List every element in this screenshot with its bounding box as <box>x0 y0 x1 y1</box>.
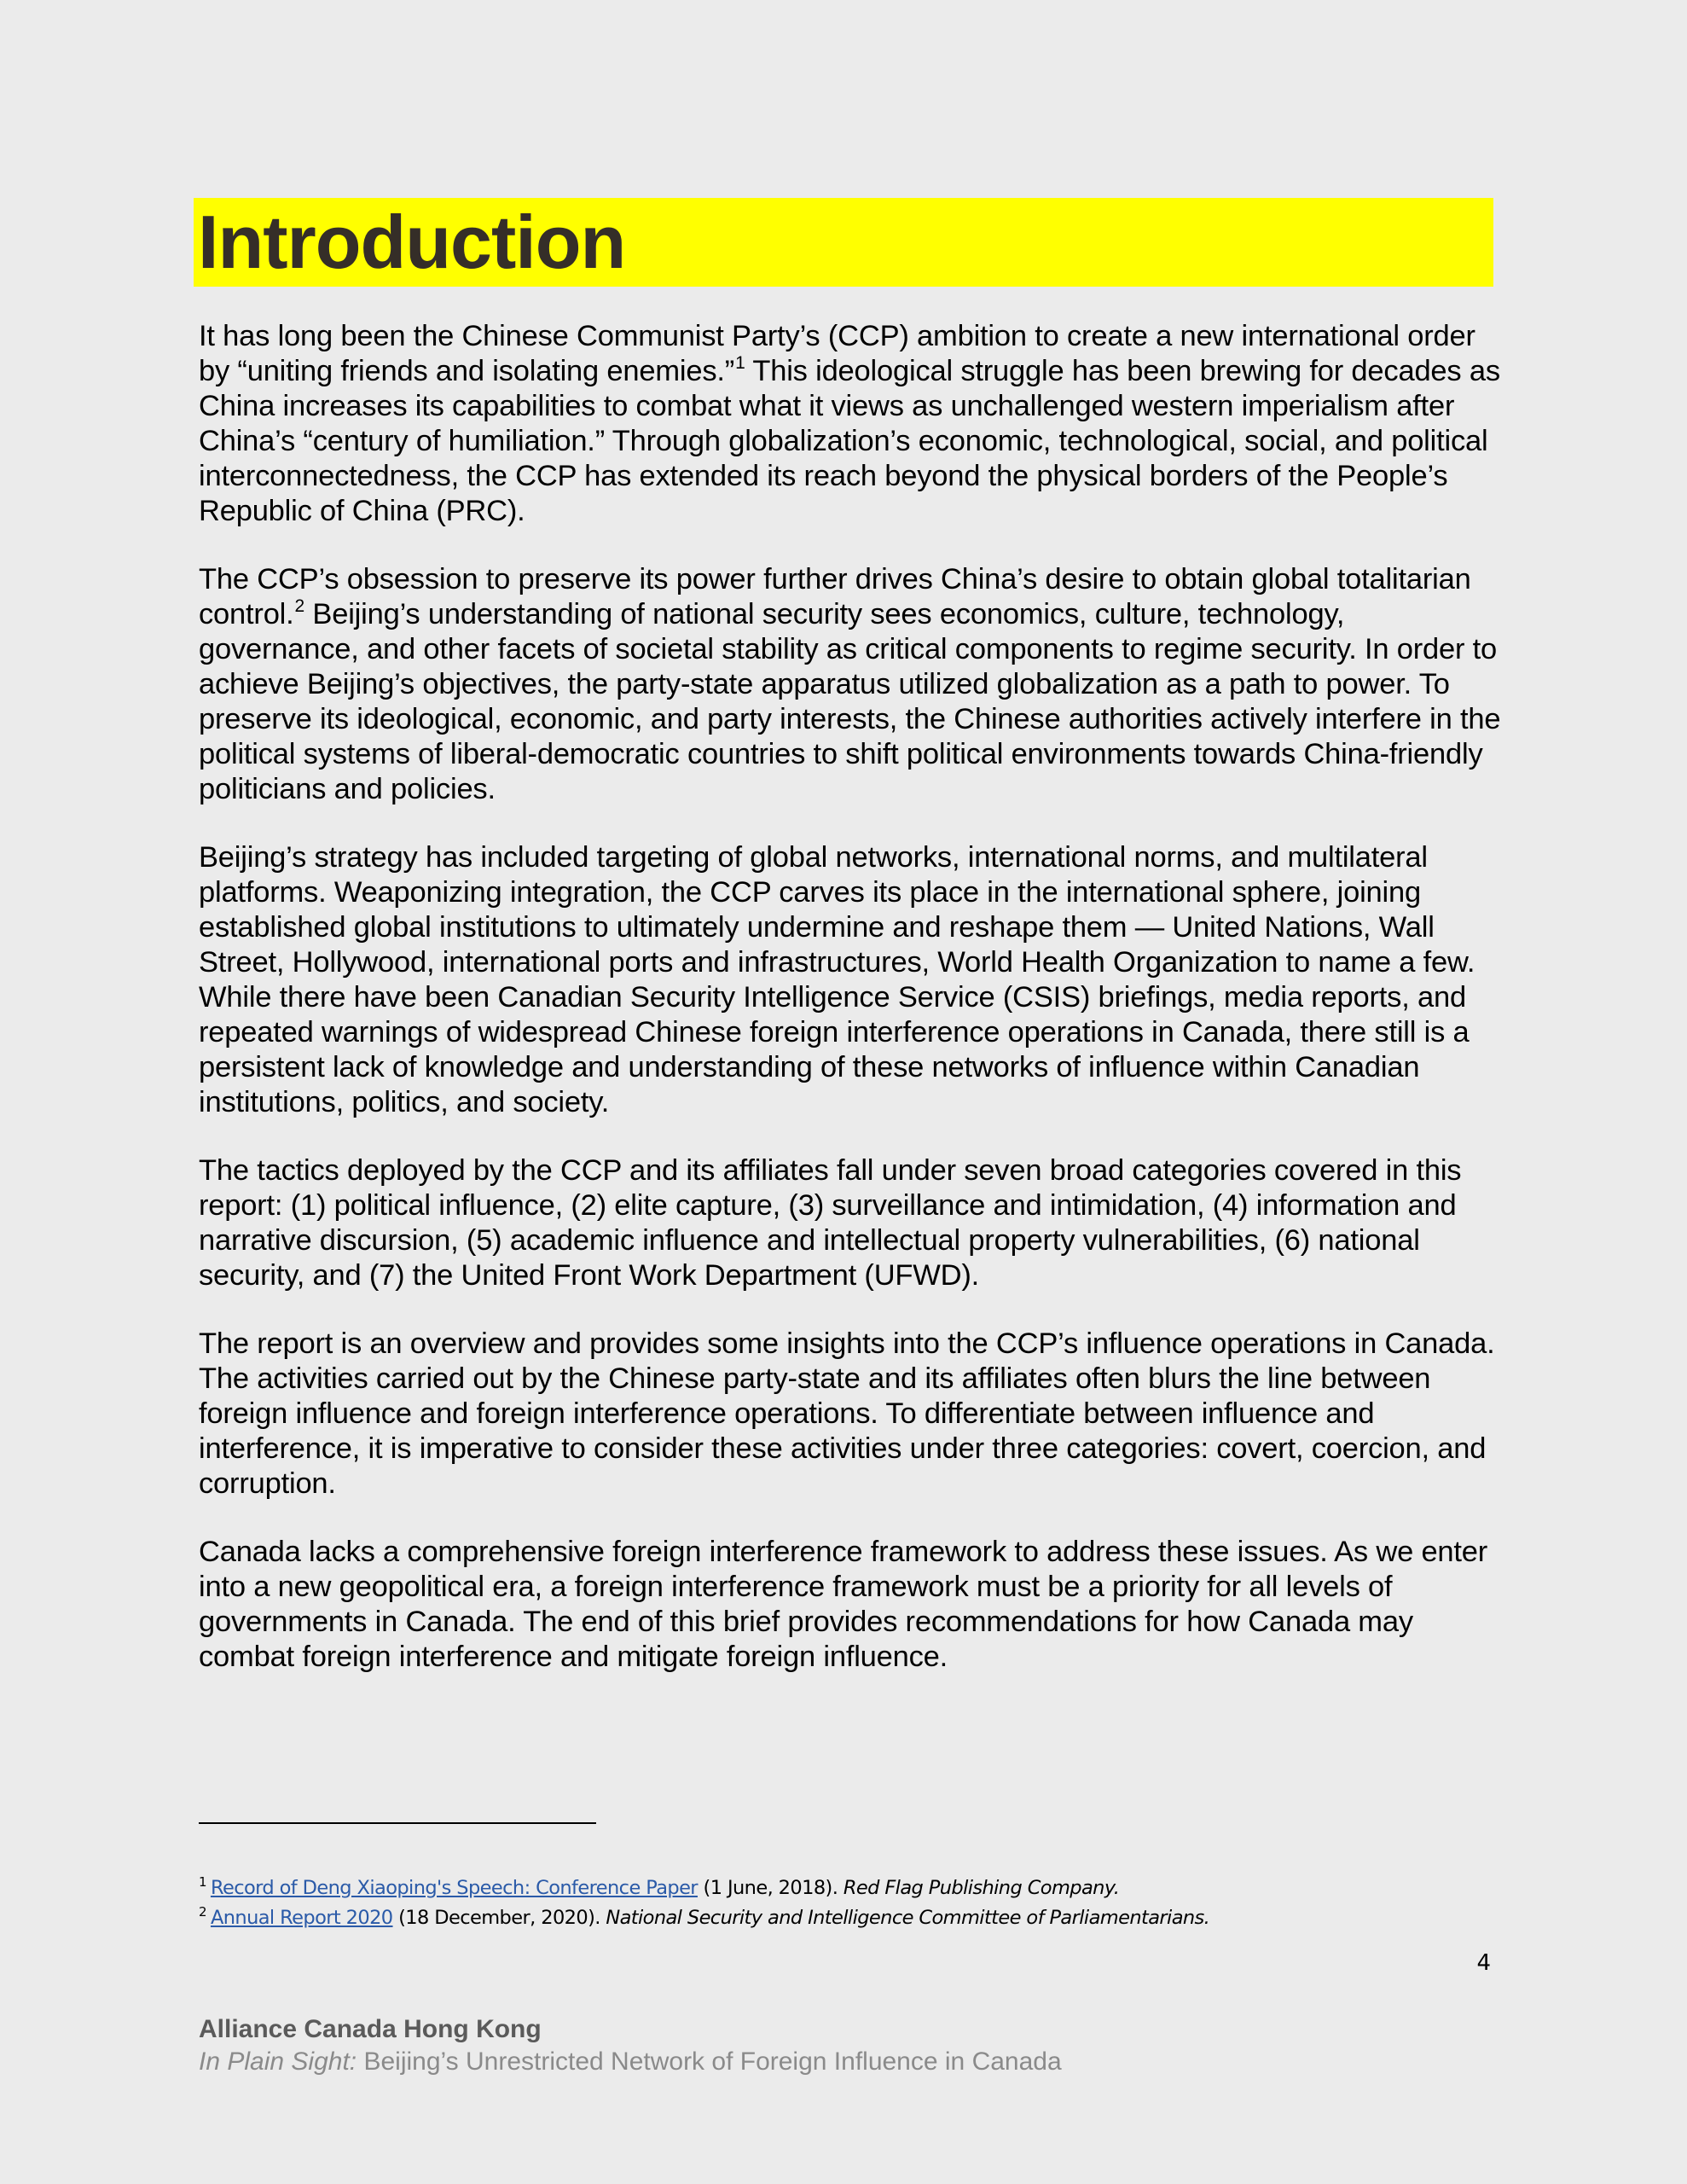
body-text <box>199 319 1512 1708</box>
section-title: Introduction <box>198 200 626 284</box>
paragraph-4: The tactics deployed by the CCP and its affiliates fall under seven broad categories covered in this report: (1) political influence, (2) elite capture, (3) surveillance and intimidation, (4) information and narrative discursion, (5) academic influence and intellectual property vulnerabilities, (6) national security, and (7) the United Front Work Department (UFWD). <box>199 1154 1462 1292</box>
footnote-link[interactable]: Record of Deng Xiaoping's Speech: Conference Paper <box>210 1877 698 1899</box>
footnote-ref-1[interactable]: 1 <box>735 353 745 373</box>
paragraph-1-text-after: This ideological struggle has been brewing for decades as China increases its capabilities to combat what it views as unchallenged western imperialism after China’s “century of humiliation.” Through globalization’s economic, technological, social, and political interconnectedness, the CCP has extended its reach beyond the physical borders of the People’s Republic of China (PRC). <box>199 355 1500 527</box>
footer-report-title-italic: In Plain Sight: <box>199 2048 357 2076</box>
paragraph-2-text-after: Beijing’s understanding of national security sees economics, culture, technology, governance, and other facets of societal stability as critical components to regime security. In order to achieve Beijing’s objectives, the party-state apparatus utilized globalization as a path to power. To preserve its ideological, economic, and party interests, the Chinese authorities actively interfere in the political systems of liberal-democratic countries to shift political environments towards China-friendly politicians and policies. <box>199 598 1501 805</box>
footnote-separator <box>199 1822 596 1824</box>
footnote-2 <box>199 1903 1512 1933</box>
section-heading-highlight <box>194 198 1493 287</box>
footnote-number: 2 <box>199 1904 206 1920</box>
paragraph-3: Beijing’s strategy has included targeting of global networks, international norms, and multilateral platforms. Weaponizing integration, the CCP carves its place in the international sphere, joining established global institutions to ultimately undermine and reshape them — United Nations, Wall Street, Hollywood, international ports and infrastructures, World Health Organization to name a few. While there have been Canadian Security Intelligence Service (CSIS) briefings, media reports, and repeated warnings of widespread Chinese foreign interference operations in Canada, there still is a persistent lack of knowledge and understanding of these networks of influence within Canadian institutions, politics, and society. <box>199 841 1475 1118</box>
footer-organization: Alliance Canada Hong Kong <box>199 2015 542 2043</box>
footnote-number: 1 <box>199 1874 206 1890</box>
footnote-ref-2[interactable]: 2 <box>294 596 305 616</box>
footnote-1 <box>199 1873 1512 1903</box>
paragraph-2 <box>199 562 1512 807</box>
footnote-source: National Security and Intelligence Committee of Parliamentarians. <box>606 1907 1210 1929</box>
footer-report-title-rest: Beijing’s Unrestricted Network of Foreign Influence in Canada <box>357 2048 1062 2076</box>
footnotes <box>199 1873 1512 1933</box>
footnote-date: (18 December, 2020). <box>392 1907 606 1929</box>
footer-report-title <box>199 2046 1062 2078</box>
footnote-date: (1 June, 2018). <box>697 1877 844 1899</box>
paragraph-1-text-before: It has long been the Chinese Communist Party’s (CCP) ambition to create a new international order by “uniting friends and isolating enemies.” <box>199 320 1475 387</box>
paragraph-2-text-before: The CCP’s obsession to preserve its power further drives China’s desire to obtain global totalitarian control. <box>199 563 1471 630</box>
paragraph-5: The report is an overview and provides some insights into the CCP’s influence operations in Canada. The activities carried out by the Chinese party-state and its affiliates often blurs the line between foreign influence and foreign interference operations. To differentiate between influence and interference, it is imperative to consider these activities under three categories: covert, coercion, and corruption. <box>199 1327 1495 1500</box>
paragraph-1 <box>199 319 1512 529</box>
page-footer <box>199 2013 1062 2078</box>
footnote-source: Red Flag Publishing Company. <box>843 1877 1120 1899</box>
paragraph-6: Canada lacks a comprehensive foreign interference framework to address these issues. As we enter into a new geopolitical era, a foreign interference framework must be a priority for all levels of governments in Canada. The end of this brief provides recommendations for how Canada may combat foreign interference and mitigate foreign influence. <box>199 1536 1488 1673</box>
footnote-link[interactable]: Annual Report 2020 <box>210 1907 393 1929</box>
page-number: 4 <box>1476 1950 1491 1976</box>
